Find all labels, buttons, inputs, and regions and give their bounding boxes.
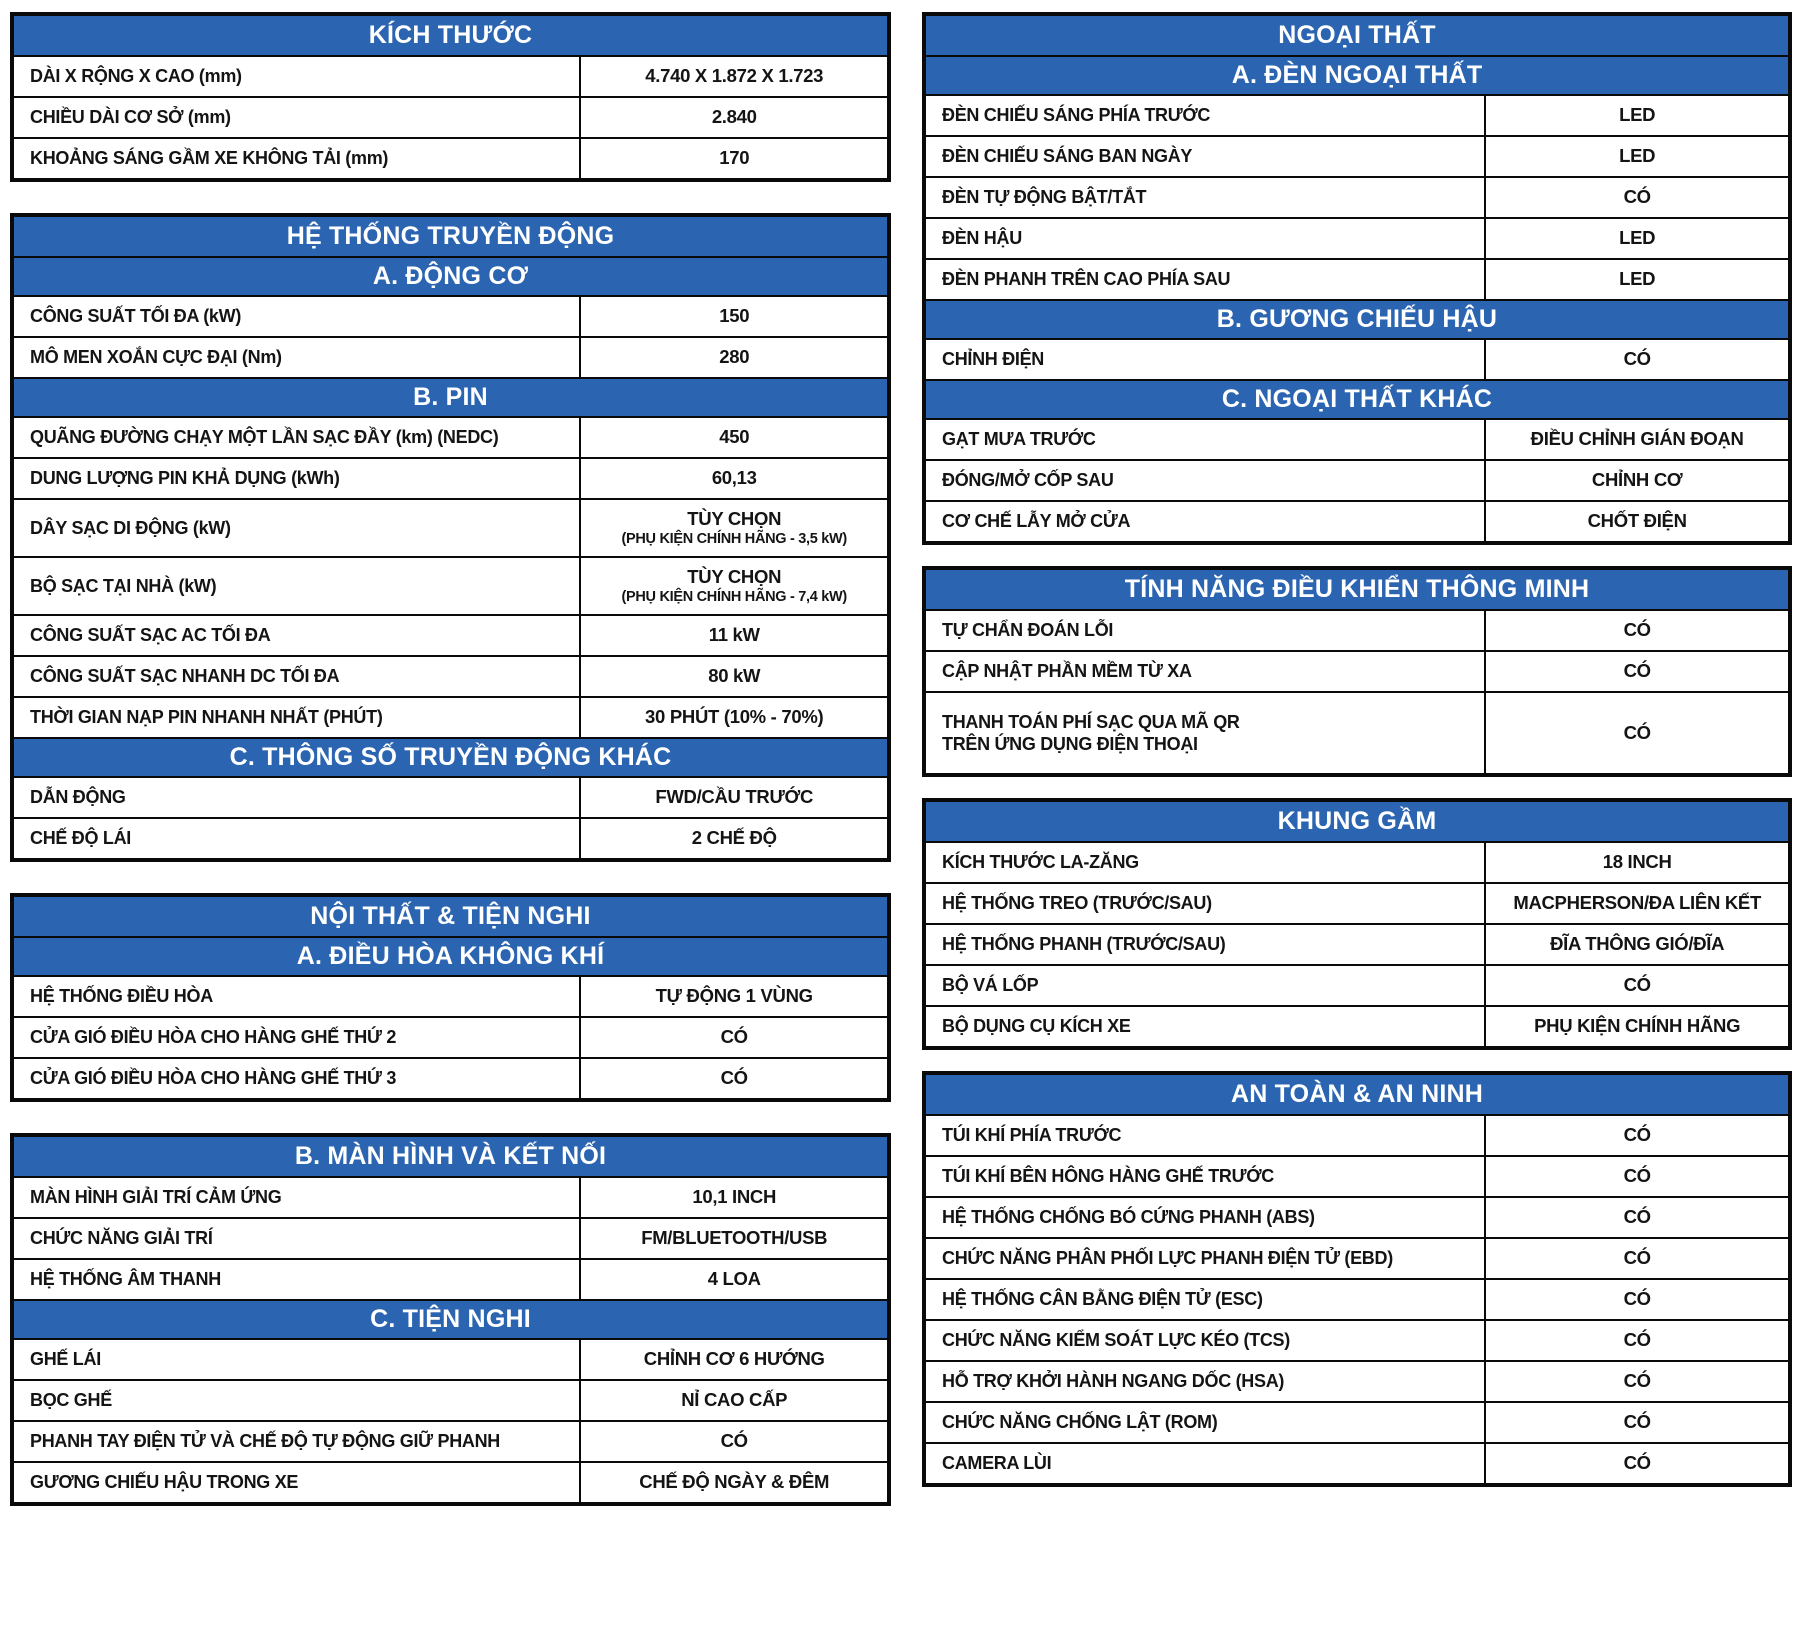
spec-label-text: ĐÈN PHANH TRÊN CAO PHÍA SAU bbox=[942, 269, 1231, 290]
spec-label-text: CHỨC NĂNG GIẢI TRÍ bbox=[30, 1228, 213, 1249]
section-header-label: NGOẠI THẤT bbox=[1278, 20, 1436, 49]
spec-row bbox=[926, 338, 1788, 379]
spec-row bbox=[14, 1379, 887, 1420]
spec-value bbox=[581, 977, 887, 1016]
section-header-label: KHUNG GẦM bbox=[1277, 806, 1437, 835]
spec-label bbox=[14, 459, 581, 498]
spec-value-text: CÓ bbox=[1623, 619, 1651, 641]
spec-label-text: BỘ SẠC TẠI NHÀ (kW) bbox=[30, 575, 217, 596]
section-header-label: A. ĐỘNG CƠ bbox=[372, 261, 529, 290]
spec-value bbox=[581, 459, 887, 498]
spec-value bbox=[1486, 693, 1788, 773]
spec-value bbox=[581, 418, 887, 457]
spec-row bbox=[14, 457, 887, 498]
spec-row bbox=[926, 459, 1788, 500]
spec-row bbox=[926, 882, 1788, 923]
spec-label bbox=[14, 57, 581, 96]
spec-label bbox=[14, 418, 581, 457]
spec-value bbox=[1486, 137, 1788, 176]
spec-table bbox=[10, 213, 891, 862]
spec-row bbox=[14, 498, 887, 556]
spec-table bbox=[10, 12, 891, 182]
spec-label bbox=[926, 1321, 1486, 1360]
spec-label-text: HỆ THỐNG TREO (TRƯỚC/SAU) bbox=[942, 893, 1212, 914]
spec-value bbox=[581, 778, 887, 817]
spec-label bbox=[926, 1362, 1486, 1401]
spec-value-text: CÓ bbox=[1623, 1247, 1651, 1269]
spec-value-text: CÓ bbox=[1623, 1452, 1651, 1474]
spec-value bbox=[581, 1059, 887, 1098]
spec-label-text: CỬA GIÓ ĐIỀU HÒA CHO HÀNG GHẾ THỨ 2 bbox=[30, 1027, 397, 1048]
spec-row bbox=[926, 691, 1788, 773]
spec-value-text: CHỐT ĐIỆN bbox=[1587, 510, 1687, 532]
spec-label-text: THỜI GIAN NẠP PIN NHANH NHẤT (PHÚT) bbox=[30, 707, 383, 728]
spec-row bbox=[14, 614, 887, 655]
spec-label-text: CÔNG SUẤT SẠC AC TỐI ĐA bbox=[30, 625, 271, 646]
spec-value-text: 4.740 X 1.872 X 1.723 bbox=[645, 65, 824, 87]
spec-value bbox=[581, 819, 887, 858]
spec-value bbox=[1486, 219, 1788, 258]
spec-value bbox=[581, 1260, 887, 1299]
spec-label-text: CHỈNH ĐIỆN bbox=[942, 349, 1045, 370]
spec-row bbox=[926, 1278, 1788, 1319]
spec-value-text: TỰ ĐỘNG 1 VÙNG bbox=[655, 985, 813, 1007]
section-header-label: B. PIN bbox=[413, 382, 488, 411]
spec-label-text: ĐÈN CHIẾU SÁNG BAN NGÀY bbox=[942, 146, 1193, 167]
column-left bbox=[10, 12, 891, 1506]
spec-value bbox=[1486, 1403, 1788, 1442]
spec-row bbox=[926, 217, 1788, 258]
spec-value bbox=[1486, 1362, 1788, 1401]
section-header bbox=[14, 377, 887, 416]
section-header bbox=[14, 1137, 887, 1176]
spec-value bbox=[581, 698, 887, 737]
spec-label-text: CÔNG SUẤT SẠC NHANH DC TỐI ĐA bbox=[30, 666, 340, 687]
spec-label-text: GẠT MƯA TRƯỚC bbox=[942, 429, 1096, 450]
spec-value bbox=[581, 1219, 887, 1258]
spec-row bbox=[926, 1401, 1788, 1442]
spec-label-text: HỖ TRỢ KHỞI HÀNH NGANG DỐC (HSA) bbox=[942, 1371, 1285, 1392]
spec-label-text: ĐÓNG/MỞ CỐP SAU bbox=[942, 470, 1114, 491]
spec-label bbox=[14, 1178, 581, 1217]
section-header-label: AN TOÀN & AN NINH bbox=[1230, 1079, 1483, 1108]
spec-value-text: 2.840 bbox=[711, 106, 757, 128]
spec-row bbox=[926, 841, 1788, 882]
spec-label bbox=[926, 652, 1486, 691]
spec-value bbox=[1486, 1321, 1788, 1360]
spec-value-text: ĐĨA THÔNG GIÓ/ĐĨA bbox=[1550, 933, 1725, 955]
section-header bbox=[14, 16, 887, 55]
spec-row bbox=[14, 1057, 887, 1098]
spec-row bbox=[926, 1319, 1788, 1360]
section-header-label: C. THÔNG SỐ TRUYỀN ĐỘNG KHÁC bbox=[229, 742, 672, 771]
spec-value bbox=[1486, 1239, 1788, 1278]
spec-label-text: THANH TOÁN PHÍ SẠC QUA MÃ QR bbox=[942, 711, 1240, 732]
spec-value-text: CÓ bbox=[1623, 1124, 1651, 1146]
section-header bbox=[14, 936, 887, 975]
spec-value-text: CÓ bbox=[1623, 974, 1651, 996]
section-header bbox=[926, 570, 1788, 609]
spec-value-text: ĐIỀU CHỈNH GIÁN ĐOẠN bbox=[1530, 428, 1744, 450]
spec-value-text: CÓ bbox=[1623, 721, 1651, 743]
spec-label-text: CHIỀU DÀI CƠ SỞ (mm) bbox=[30, 107, 231, 128]
spec-label-text: CHỨC NĂNG CHỐNG LẬT (ROM) bbox=[942, 1412, 1218, 1433]
spec-row bbox=[14, 295, 887, 336]
spec-value bbox=[1486, 178, 1788, 217]
spec-row bbox=[926, 964, 1788, 1005]
spec-label-text: ĐÈN TỰ ĐỘNG BẬT/TẮT bbox=[942, 187, 1147, 208]
spec-value-text: FM/BLUETOOTH/USB bbox=[641, 1227, 828, 1249]
spec-label bbox=[926, 1198, 1486, 1237]
spec-label-text: TỰ CHẨN ĐOÁN LỖI bbox=[942, 620, 1114, 641]
spec-value bbox=[1486, 420, 1788, 459]
spec-value bbox=[1486, 96, 1788, 135]
spec-label bbox=[926, 1444, 1486, 1483]
spec-table bbox=[922, 1071, 1792, 1487]
spec-label-text: ĐÈN CHIẾU SÁNG PHÍA TRƯỚC bbox=[942, 105, 1211, 126]
spec-value bbox=[1486, 843, 1788, 882]
spec-label bbox=[926, 1280, 1486, 1319]
spec-label-text: CẬP NHẬT PHẦN MỀM TỪ XA bbox=[942, 661, 1192, 682]
spec-label-text: CỬA GIÓ ĐIỀU HÒA CHO HÀNG GHẾ THỨ 3 bbox=[30, 1068, 397, 1089]
spec-value-text: 150 bbox=[719, 305, 750, 327]
spec-label-text: DUNG LƯỢNG PIN KHẢ DỤNG (kWh) bbox=[30, 468, 340, 489]
spec-row bbox=[926, 500, 1788, 541]
spec-table bbox=[10, 893, 891, 1102]
spec-row bbox=[926, 1237, 1788, 1278]
spec-row bbox=[926, 418, 1788, 459]
spec-row bbox=[14, 1217, 887, 1258]
spec-value-text: 170 bbox=[719, 147, 750, 169]
spec-value-text: CÓ bbox=[1623, 1411, 1651, 1433]
spec-value-text: 450 bbox=[719, 426, 750, 448]
spec-label bbox=[926, 1239, 1486, 1278]
spec-value-text: 80 kW bbox=[708, 665, 761, 687]
spec-label bbox=[926, 884, 1486, 923]
spec-label bbox=[926, 843, 1486, 882]
section-header-label: B. GƯƠNG CHIẾU HẬU bbox=[1216, 304, 1498, 333]
spec-row bbox=[14, 1176, 887, 1217]
spec-row bbox=[926, 1360, 1788, 1401]
spec-value-text: 2 CHẾ ĐỘ bbox=[691, 827, 777, 849]
spec-value bbox=[581, 1422, 887, 1461]
section-header-label: C. TIỆN NGHI bbox=[370, 1304, 531, 1333]
spec-label-text: PHANH TAY ĐIỆN TỬ VÀ CHẾ ĐỘ TỰ ĐỘNG GIỮ PHANH bbox=[30, 1431, 501, 1452]
spec-label bbox=[14, 1219, 581, 1258]
spec-label-text: MÀN HÌNH GIẢI TRÍ CẢM ỨNG bbox=[30, 1187, 282, 1208]
spec-row bbox=[926, 176, 1788, 217]
section-header bbox=[926, 16, 1788, 55]
spec-value-text: CÓ bbox=[720, 1067, 748, 1089]
spec-label bbox=[14, 1059, 581, 1098]
spec-label bbox=[926, 178, 1486, 217]
spec-label-text: ĐÈN HẬU bbox=[942, 228, 1022, 249]
spec-value-text: CÓ bbox=[720, 1430, 748, 1452]
spec-value bbox=[1486, 884, 1788, 923]
column-right bbox=[922, 12, 1792, 1487]
spec-value bbox=[581, 1178, 887, 1217]
spec-table bbox=[922, 12, 1792, 545]
spec-label bbox=[926, 420, 1486, 459]
spec-label bbox=[14, 778, 581, 817]
section-header bbox=[14, 256, 887, 295]
spec-label bbox=[926, 693, 1486, 773]
section-header bbox=[14, 217, 887, 256]
spec-row bbox=[14, 1338, 887, 1379]
spec-value-text: CÓ bbox=[1623, 1206, 1651, 1228]
spec-value-text: LED bbox=[1619, 145, 1656, 167]
spec-label-text: TÚI KHÍ PHÍA TRƯỚC bbox=[942, 1125, 1122, 1146]
spec-value bbox=[581, 297, 887, 336]
spec-label bbox=[14, 500, 581, 556]
spec-row bbox=[14, 336, 887, 377]
spec-label bbox=[926, 260, 1486, 299]
spec-label-text: KHOẢNG SÁNG GẦM XE KHÔNG TẢI (mm) bbox=[30, 148, 389, 169]
spec-label bbox=[926, 1157, 1486, 1196]
spec-label bbox=[14, 1422, 581, 1461]
spec-label-text: QUÃNG ĐƯỜNG CHẠY MỘT LẦN SẠC ĐẦY (km) (NEDC) bbox=[30, 427, 499, 448]
spec-value bbox=[1486, 1007, 1788, 1046]
spec-label-text: CHỨC NĂNG KIỂM SOÁT LỰC KÉO (TCS) bbox=[942, 1330, 1290, 1351]
spec-value-text: CÓ bbox=[1623, 1288, 1651, 1310]
spec-label-text: BỌC GHẾ bbox=[30, 1390, 112, 1411]
section-header-label: KÍCH THƯỚC bbox=[368, 20, 533, 49]
spec-table bbox=[922, 798, 1792, 1050]
spec-label-text: MÔ MEN XOẮN CỰC ĐẠI (Nm) bbox=[30, 347, 282, 368]
spec-label-text: CÔNG SUẤT TỐI ĐA (kW) bbox=[30, 306, 242, 327]
spec-row bbox=[926, 1196, 1788, 1237]
spec-row bbox=[926, 135, 1788, 176]
spec-value bbox=[1486, 340, 1788, 379]
spec-row bbox=[926, 923, 1788, 964]
spec-value bbox=[1486, 1280, 1788, 1319]
spec-row bbox=[14, 416, 887, 457]
spec-label bbox=[926, 925, 1486, 964]
spec-row bbox=[926, 609, 1788, 650]
spec-value-subtext: (PHỤ KIỆN CHÍNH HÃNG - 3,5 kW) bbox=[621, 530, 847, 547]
spec-row bbox=[14, 55, 887, 96]
spec-value-text: CHỈNH CƠ 6 HƯỚNG bbox=[643, 1348, 825, 1370]
section-header-label: B. MÀN HÌNH VÀ KẾT NỐI bbox=[294, 1141, 607, 1170]
spec-label-text: HỆ THỐNG PHANH (TRƯỚC/SAU) bbox=[942, 934, 1226, 955]
spec-label bbox=[14, 139, 581, 178]
spec-value-text: LED bbox=[1619, 268, 1656, 290]
spec-label-text: CƠ CHẾ LẪY MỞ CỬA bbox=[942, 511, 1131, 532]
spec-label-text: CAMERA LÙI bbox=[942, 1453, 1052, 1474]
spec-value-text: CÓ bbox=[1623, 1370, 1651, 1392]
spec-value-text: CÓ bbox=[1623, 1329, 1651, 1351]
section-header bbox=[926, 802, 1788, 841]
spec-value-text: LED bbox=[1619, 104, 1656, 126]
section-header bbox=[926, 1075, 1788, 1114]
spec-row bbox=[14, 137, 887, 178]
spec-value bbox=[581, 1018, 887, 1057]
spec-label bbox=[14, 338, 581, 377]
spec-label bbox=[926, 502, 1486, 541]
spec-label bbox=[926, 966, 1486, 1005]
spec-value-text: CÓ bbox=[1623, 348, 1651, 370]
spec-row bbox=[926, 258, 1788, 299]
spec-row bbox=[926, 650, 1788, 691]
section-header-label: HỆ THỐNG TRUYỀN ĐỘNG bbox=[286, 221, 615, 250]
spec-value bbox=[1486, 611, 1788, 650]
spec-row bbox=[926, 1442, 1788, 1483]
spec-label-text: TÚI KHÍ BÊN HÔNG HÀNG GHẾ TRƯỚC bbox=[942, 1166, 1274, 1187]
spec-value-text: CHỈNH CƠ bbox=[1591, 469, 1683, 491]
spec-label-text: GHẾ LÁI bbox=[30, 1349, 101, 1370]
spec-row bbox=[926, 1114, 1788, 1155]
spec-label bbox=[926, 137, 1486, 176]
spec-value-text: 280 bbox=[719, 346, 750, 368]
spec-label bbox=[926, 219, 1486, 258]
spec-value bbox=[581, 558, 887, 614]
spec-row bbox=[14, 96, 887, 137]
spec-label-text-line2: TRÊN ỨNG DỤNG ĐIỆN THOẠI bbox=[942, 734, 1198, 754]
spec-value-text: CÓ bbox=[1623, 660, 1651, 682]
spec-value bbox=[581, 1463, 887, 1502]
spec-row bbox=[14, 556, 887, 614]
spec-value-text: TÙY CHỌN bbox=[687, 507, 782, 529]
spec-value bbox=[581, 1340, 887, 1379]
spec-table bbox=[10, 1133, 891, 1506]
spec-value bbox=[1486, 502, 1788, 541]
spec-value bbox=[581, 139, 887, 178]
spec-row bbox=[14, 1016, 887, 1057]
spec-value-text: CHẾ ĐỘ NGÀY & ĐÊM bbox=[639, 1471, 830, 1493]
spec-label-text: GƯƠNG CHIẾU HẬU TRONG XE bbox=[30, 1472, 299, 1493]
spec-value-text: 10,1 INCH bbox=[692, 1186, 777, 1208]
spec-label bbox=[14, 1463, 581, 1502]
spec-label bbox=[14, 558, 581, 614]
spec-value bbox=[1486, 461, 1788, 500]
spec-value bbox=[1486, 966, 1788, 1005]
spec-value bbox=[1486, 925, 1788, 964]
spec-value bbox=[581, 1381, 887, 1420]
spec-row bbox=[926, 1005, 1788, 1046]
spec-label-text: HỆ THỐNG CÂN BẰNG ĐIỆN TỬ (ESC) bbox=[942, 1289, 1263, 1310]
spec-value bbox=[581, 57, 887, 96]
spec-label-text: CHỨC NĂNG PHÂN PHỐI LỰC PHANH ĐIỆN TỬ (EBD) bbox=[942, 1248, 1393, 1269]
spec-label-text: HỆ THỐNG ĐIỀU HÒA bbox=[30, 986, 213, 1007]
spec-row bbox=[926, 1155, 1788, 1196]
section-header bbox=[926, 299, 1788, 338]
spec-value-text: 18 INCH bbox=[1602, 851, 1672, 873]
spec-value bbox=[581, 98, 887, 137]
spec-label bbox=[926, 340, 1486, 379]
spec-label-text: CHẾ ĐỘ LÁI bbox=[30, 828, 132, 849]
spec-value-text: PHỤ KIỆN CHÍNH HÃNG bbox=[1534, 1015, 1741, 1037]
spec-label bbox=[14, 657, 581, 696]
spec-value-text: NỈ CAO CẤP bbox=[681, 1389, 788, 1411]
spec-value bbox=[581, 500, 887, 556]
spec-label bbox=[14, 297, 581, 336]
spec-label bbox=[14, 1381, 581, 1420]
spec-value bbox=[1486, 260, 1788, 299]
section-header bbox=[14, 737, 887, 776]
spec-row bbox=[14, 1461, 887, 1502]
section-header bbox=[14, 1299, 887, 1338]
section-header-label: C. NGOẠI THẤT KHÁC bbox=[1221, 384, 1493, 413]
spec-value-text: CÓ bbox=[1623, 1165, 1651, 1187]
spec-value bbox=[581, 657, 887, 696]
spec-row bbox=[14, 696, 887, 737]
spec-value bbox=[1486, 652, 1788, 691]
spec-value bbox=[1486, 1116, 1788, 1155]
spec-label-text: BỘ DỤNG CỤ KÍCH XE bbox=[942, 1016, 1131, 1037]
spec-label bbox=[926, 1007, 1486, 1046]
spec-value bbox=[1486, 1157, 1788, 1196]
spec-value bbox=[1486, 1198, 1788, 1237]
spec-value-text: 4 LOA bbox=[707, 1268, 761, 1290]
spec-row bbox=[14, 776, 887, 817]
spec-value bbox=[1486, 1444, 1788, 1483]
spec-value-text: LED bbox=[1619, 227, 1656, 249]
spec-label bbox=[14, 98, 581, 137]
spec-label-text: DÀI X RỘNG X CAO (mm) bbox=[30, 66, 242, 87]
spec-label bbox=[14, 616, 581, 655]
spec-label-text: HỆ THỐNG CHỐNG BÓ CỨNG PHANH (ABS) bbox=[942, 1207, 1315, 1228]
spec-value-subtext: (PHỤ KIỆN CHÍNH HÃNG - 7,4 kW) bbox=[621, 588, 847, 605]
spec-label bbox=[926, 1116, 1486, 1155]
spec-value-text: CÓ bbox=[1623, 186, 1651, 208]
spec-label bbox=[926, 1403, 1486, 1442]
spec-label bbox=[926, 96, 1486, 135]
spec-value-text: FWD/CẦU TRƯỚC bbox=[655, 786, 814, 808]
spec-value-text: 30 PHÚT (10% - 70%) bbox=[645, 706, 824, 728]
spec-label bbox=[926, 461, 1486, 500]
spec-label bbox=[14, 1260, 581, 1299]
section-header-label: TÍNH NĂNG ĐIỀU KHIỂN THÔNG MINH bbox=[1124, 574, 1590, 603]
spec-value-text: CÓ bbox=[720, 1026, 748, 1048]
spec-label-text: HỆ THỐNG ÂM THANH bbox=[30, 1269, 221, 1290]
spec-label-text: DẪN ĐỘNG bbox=[30, 787, 126, 808]
spec-value-text: 11 kW bbox=[708, 624, 760, 646]
spec-row bbox=[14, 1420, 887, 1461]
spec-row bbox=[14, 975, 887, 1016]
spec-label bbox=[14, 819, 581, 858]
section-header-label: NỘI THẤT & TIỆN NGHI bbox=[310, 901, 591, 930]
section-header bbox=[14, 897, 887, 936]
spec-value-text: 60,13 bbox=[711, 467, 757, 489]
spec-value-text: TÙY CHỌN bbox=[687, 565, 782, 587]
spec-label-text: DÂY SẠC DI ĐỘNG (kW) bbox=[30, 517, 231, 538]
spec-value bbox=[581, 338, 887, 377]
spec-value-text: MACPHERSON/ĐA LIÊN KẾT bbox=[1513, 892, 1761, 914]
spec-label bbox=[926, 611, 1486, 650]
spec-table bbox=[922, 566, 1792, 777]
spec-row bbox=[14, 1258, 887, 1299]
section-header-label: A. ĐIỀU HÒA KHÔNG KHÍ bbox=[296, 941, 605, 970]
spec-row bbox=[14, 817, 887, 858]
spec-row bbox=[926, 94, 1788, 135]
spec-value bbox=[581, 616, 887, 655]
spec-label bbox=[14, 977, 581, 1016]
spec-label bbox=[14, 1018, 581, 1057]
spec-label-text: BỘ VÁ LỐP bbox=[942, 975, 1039, 996]
spec-row bbox=[14, 655, 887, 696]
section-header bbox=[926, 379, 1788, 418]
spec-label-text: KÍCH THƯỚC LA-ZĂNG bbox=[942, 852, 1139, 873]
spec-label bbox=[14, 698, 581, 737]
spec-label bbox=[14, 1340, 581, 1379]
section-header bbox=[926, 55, 1788, 94]
section-header-label: A. ĐÈN NGOẠI THẤT bbox=[1231, 60, 1483, 89]
